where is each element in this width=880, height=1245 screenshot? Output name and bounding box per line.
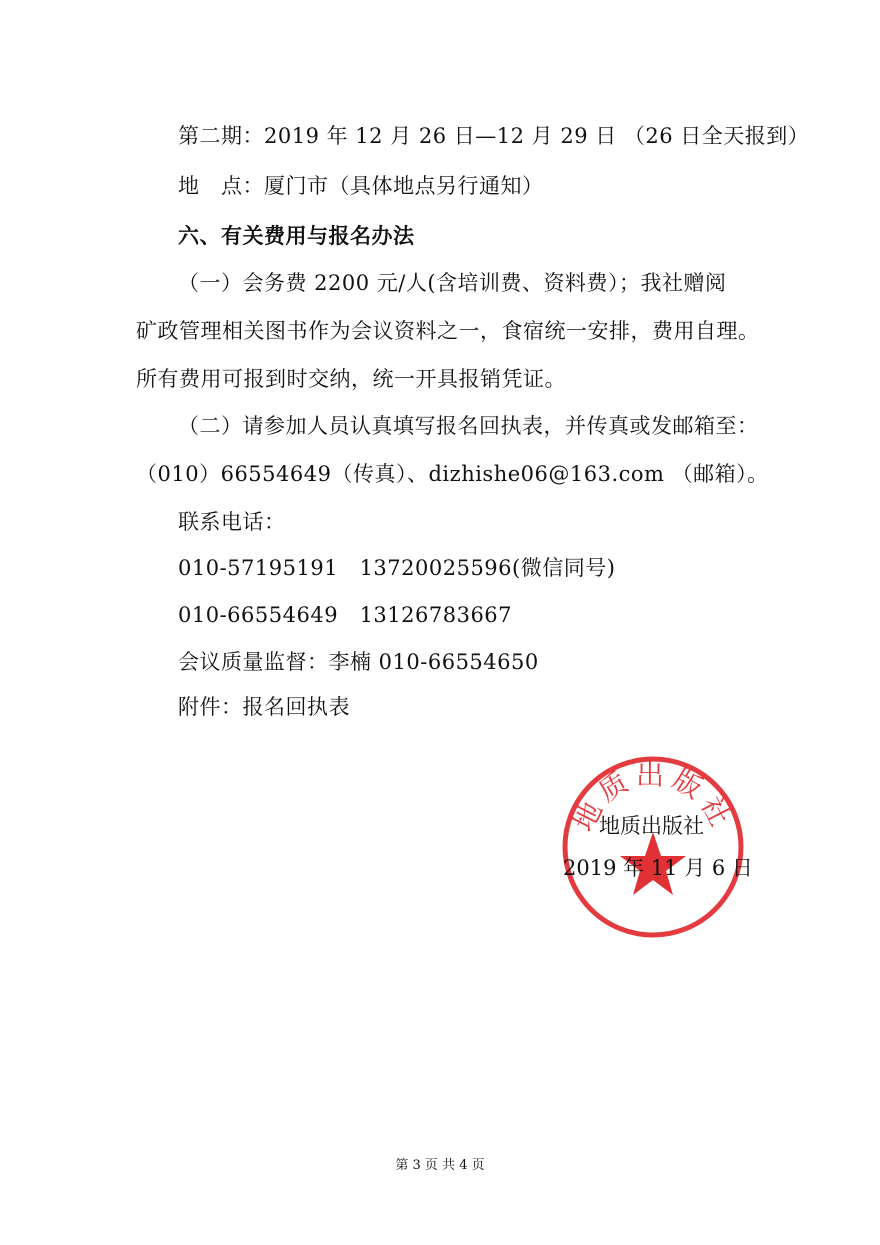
contact-label: 联系电话：	[178, 510, 286, 534]
attachment-line: 附件：报名回执表	[178, 695, 350, 719]
page-number: 第 3 页 共 4 页	[395, 1158, 485, 1173]
fees-paragraph-line-2: 矿政管理相关图书作为会议资料之一，食宿统一安排，费用自理。	[136, 319, 760, 343]
quality-supervisor-line: 会议质量监督：李楠 010-66554650	[178, 650, 539, 674]
phone-line-1: 010-57195191 13720025596(微信同号)	[178, 556, 616, 580]
phase2-schedule: 第二期：2019 年 12 月 26 日—12 月 29 日 （26 日全天报到）	[178, 124, 810, 148]
fees-paragraph-line-1: （一）会务费 2200 元/人(含培训费、资料费）；我社赠阅	[178, 271, 727, 295]
fees-paragraph-line-3: 所有费用可报到时交纳，统一开具报销凭证。	[136, 367, 566, 391]
signature-date: 2019 年 11 月 6 日	[563, 856, 753, 880]
official-seal	[558, 752, 748, 942]
phone-line-2: 010-66554649 13126783667	[178, 603, 513, 627]
location-line: 地 点：厦门市（具体地点另行通知）	[178, 174, 544, 198]
section-heading-fees: 六、有关费用与报名办法	[178, 224, 415, 248]
seal-text: 地质出版社	[566, 758, 740, 837]
signature-organization: 地质出版社	[599, 814, 704, 838]
register-paragraph-line-2: （010）66554649（传真）、dizhishe06@163.com （邮箱）。	[136, 462, 769, 486]
register-paragraph-line-1: （二）请参加人员认真填写报名回执表，并传真或发邮箱至：	[178, 414, 759, 438]
